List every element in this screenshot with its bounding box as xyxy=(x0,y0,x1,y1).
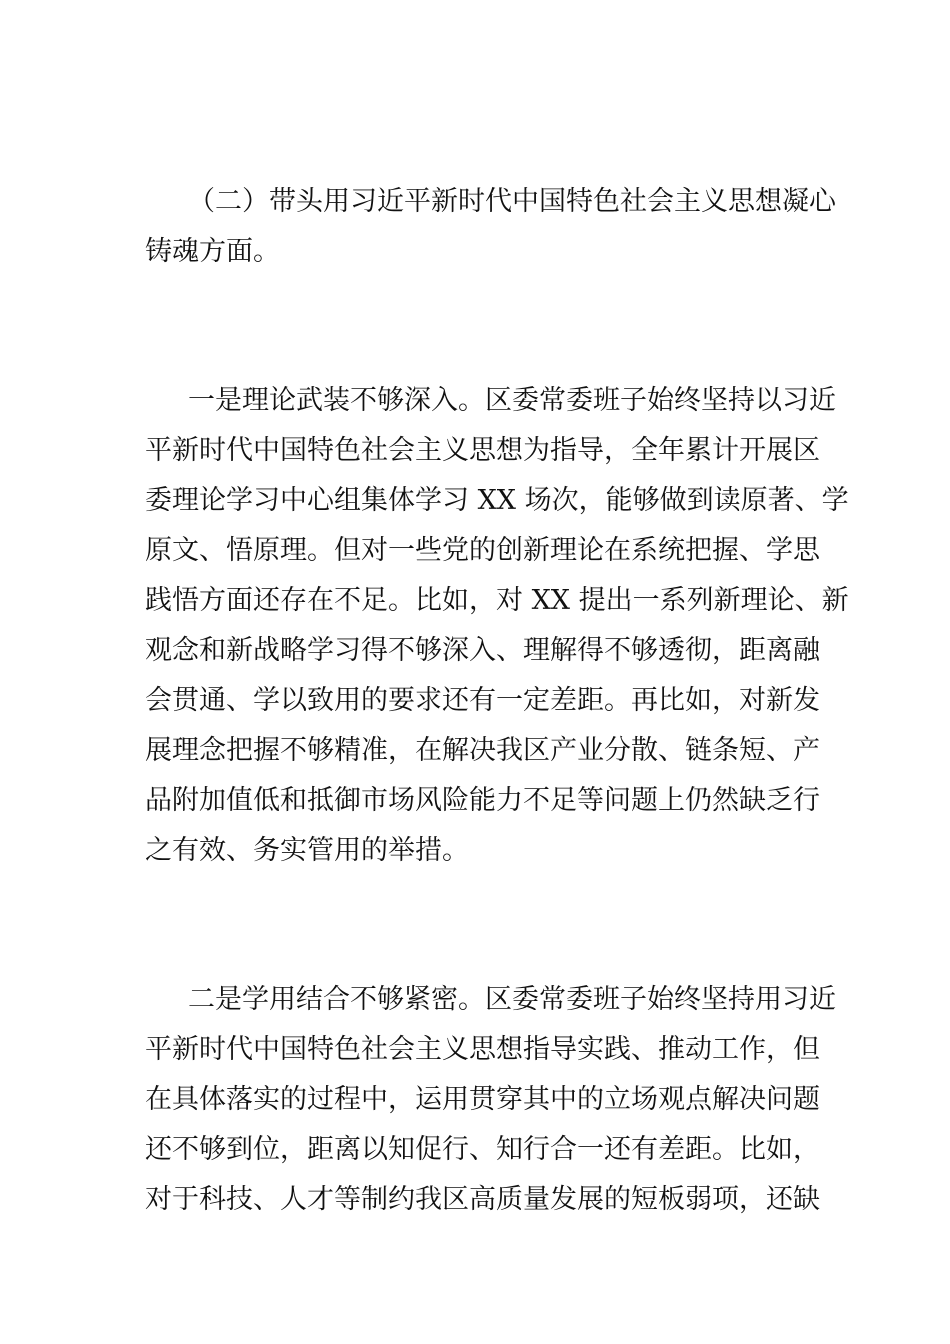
text-line: 品附加值低和抵御市场风险能力不足等问题上仍然缺乏行 xyxy=(145,785,820,816)
text-line: 原文、悟原理。但对一些党的创新理论在系统把握、学思 xyxy=(145,535,820,566)
text-line: 铸魂方面。 xyxy=(145,236,280,267)
text-line: 践悟方面还存在不足。比如，对 XX 提出一系列新理论、新 xyxy=(145,585,849,616)
text-line: 还不够到位，距离以知促行、知行合一还有差距。比如， xyxy=(145,1134,820,1165)
text-line: 平新时代中国特色社会主义思想为指导，全年累计开展区 xyxy=(145,435,820,466)
text-line: 在具体落实的过程中，运用贯穿其中的立场观点解决问题 xyxy=(145,1084,820,1115)
text-line: 观念和新战略学习得不够深入、理解得不够透彻，距离融 xyxy=(145,635,820,666)
text-line: 一是理论武装不够深入。区委常委班子始终坚持以习近 xyxy=(188,385,836,416)
text-line: （二）带头用习近平新时代中国特色社会主义思想凝心 xyxy=(188,186,836,217)
text-line: 会贯通、学以致用的要求还有一定差距。再比如，对新发 xyxy=(145,685,820,716)
paragraph-theory-armament xyxy=(145,376,849,876)
text-line: 对于科技、人才等制约我区高质量发展的短板弱项，还缺 xyxy=(145,1184,820,1215)
text-line: 展理念把握不够精准，在解决我区产业分散、链条短、产 xyxy=(145,735,820,766)
paragraph-study-application xyxy=(145,975,836,1225)
section-heading xyxy=(145,177,836,277)
text-line: 之有效、务实管用的举措。 xyxy=(145,835,469,866)
text-line: 二是学用结合不够紧密。区委常委班子始终坚持用习近 xyxy=(188,984,836,1015)
text-line: 委理论学习中心组集体学习 XX 场次，能够做到读原著、学 xyxy=(145,485,849,516)
text-line: 平新时代中国特色社会主义思想指导实践、推动工作，但 xyxy=(145,1034,820,1065)
